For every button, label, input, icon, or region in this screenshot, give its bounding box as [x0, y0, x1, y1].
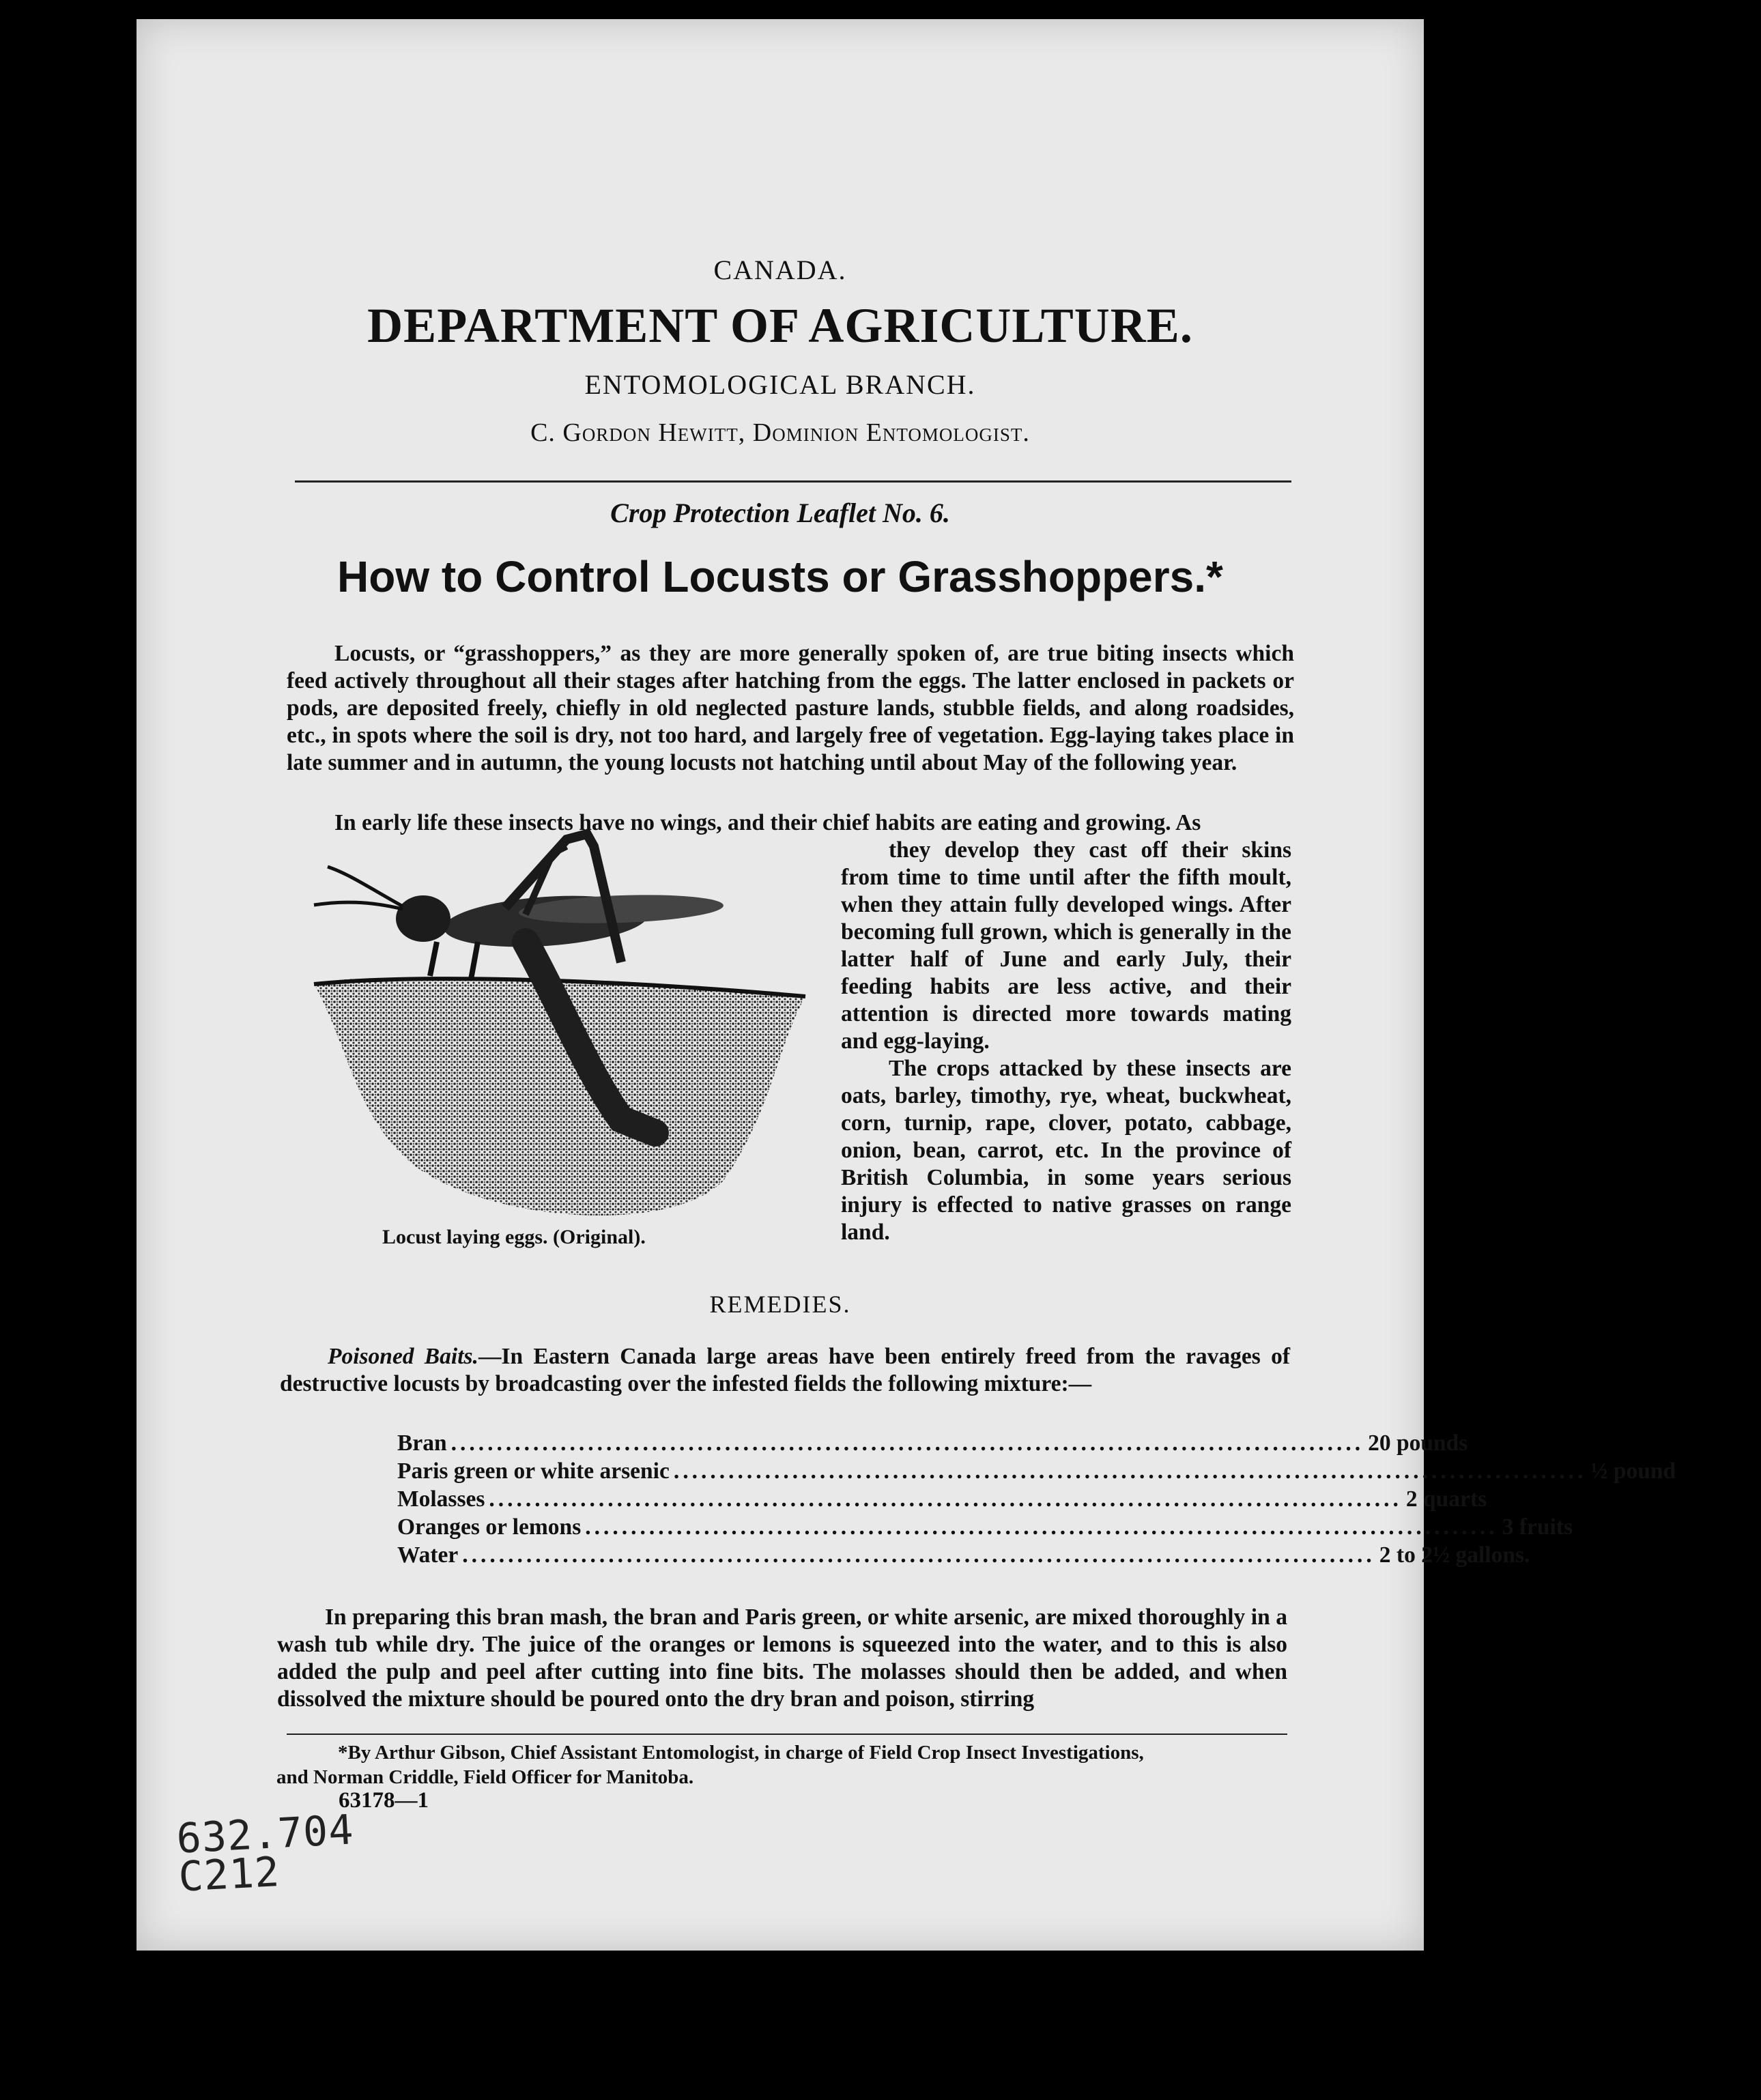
department-heading: DEPARTMENT OF AGRICULTURE.	[367, 298, 1193, 353]
figure-caption: Locust laying eggs. (Original).	[382, 1226, 646, 1248]
ingredient-row	[397, 1486, 1487, 1514]
footnote-line-1: *By Arthur Gibson, Chief Assistant Entomologist, in charge of Field Crop Insect Investigations,	[338, 1742, 1144, 1764]
print-code: 63178—1	[339, 1788, 429, 1813]
ingredient-name: Oranges or lemons	[397, 1514, 582, 1540]
country-heading: CANADA.	[713, 255, 847, 285]
ingredient-quantity: 3 fruits	[1502, 1514, 1573, 1540]
preparing-paragraph: In preparing this bran mash, the bran and Paris green, or white arsenic, are mixed thoroughly in a wash tub while dry. The juice of the oranges or lemons is squeezed into the water, and to this is also added the pulp and peel after cutting into fine bits. The molasses should then be added, and when dissolved the mixture should be poured onto the dry bran and poison, stirring	[277, 1605, 1287, 1712]
locust-illustration	[300, 826, 805, 1222]
poisoned-baits-label: Poisoned Baits.	[328, 1344, 478, 1369]
early-life-paragraph-rest: they develop they cast off their skins from time to time until after the fifth moult, when they attain fully developed wings. After becoming full grown, which is generally in the latter half of June and early July, their feeding habits are less active, and their attention is directed more towards mating and egg-laying.	[841, 837, 1291, 1054]
poisoned-baits-text: —In Eastern Canada large areas have been entirely freed from the ravages of destructive locusts by broadcasting over the infested fields the following mixture:—	[280, 1344, 1290, 1396]
ingredient-quantity: 2 quarts	[1405, 1486, 1487, 1512]
ingredient-quantity: 20 pounds	[1368, 1430, 1468, 1456]
crops-paragraph: The crops attacked by these insects are oats, barley, timothy, rye, wheat, buckwheat, corn, turnip, rape, clover, potato, cabbage, onion, bean, carrot, etc. In the province of British Columbia, in some years serious injury is effected to native grasses on range land.	[841, 1056, 1291, 1245]
locust-laying-eggs-image	[300, 826, 805, 1222]
ingredient-row	[397, 1458, 1676, 1486]
leader-dots: ....................................................................................................	[462, 1542, 1375, 1568]
ingredient-row	[397, 1514, 1573, 1542]
leaflet-number: Crop Protection Leaflet No. 6.	[610, 498, 950, 528]
ingredient-name: Molasses	[397, 1486, 485, 1512]
footnote-line-2: and Norman Criddle, Field Officer for Manitoba.	[276, 1766, 694, 1788]
ingredient-quantity: 2 to 2½ gallons.	[1379, 1542, 1530, 1568]
leader-dots: ....................................................................................................	[489, 1486, 1402, 1512]
ingredient-name: Water	[397, 1542, 459, 1568]
ingredient-row	[397, 1542, 1530, 1570]
ingredient-quantity: ½ pound	[1590, 1458, 1676, 1484]
header-rule	[295, 480, 1291, 483]
remedies-heading: REMEDIES.	[709, 1291, 851, 1318]
branch-heading: ENTOMOLOGICAL BRANCH.	[584, 369, 976, 400]
ingredient-name: Paris green or white arsenic	[397, 1458, 670, 1484]
leader-dots: ....................................................................................................	[585, 1514, 1498, 1540]
leader-dots: ....................................................................................................	[450, 1430, 1364, 1456]
intro-paragraph: Locusts, or “grasshoppers,” as they are more generally spoken of, are true biting insects which feed actively throughout all their stages after hatching from the eggs. The latter enclosed in packets or pods, are deposited freely, chiefly in old neglected pasture lands, stubble fields, and along roadsides, etc., in spots where the soil is dry, not too hard, and largely free of vegetation. Egg-laying takes place in late summer and in autumn, the young locusts not hatching until about May of the following year.	[287, 641, 1294, 775]
ingredient-name: Bran	[397, 1430, 447, 1456]
footnote	[276, 1740, 1287, 1789]
ingredient-row	[397, 1430, 1468, 1458]
handwritten-line-2: C212	[177, 1848, 281, 1901]
handwritten-line-1: 632.704	[175, 1806, 356, 1863]
ingredients-table	[397, 1430, 1676, 1570]
poisoned-baits-paragraph	[280, 1343, 1290, 1398]
footnote-rule	[287, 1734, 1287, 1735]
page-title: How to Control Locusts or Grasshoppers.*	[337, 552, 1223, 601]
handwritten-call-number	[175, 1806, 356, 1901]
early-life-paragraph-start: In early life these insects have no wings, and their chief habits are eating and growing. As	[334, 810, 1201, 835]
leader-dots: ....................................................................................................	[673, 1458, 1587, 1484]
entomologist-line: C. Gordon Hewitt, Dominion Entomologist.	[530, 418, 1030, 447]
